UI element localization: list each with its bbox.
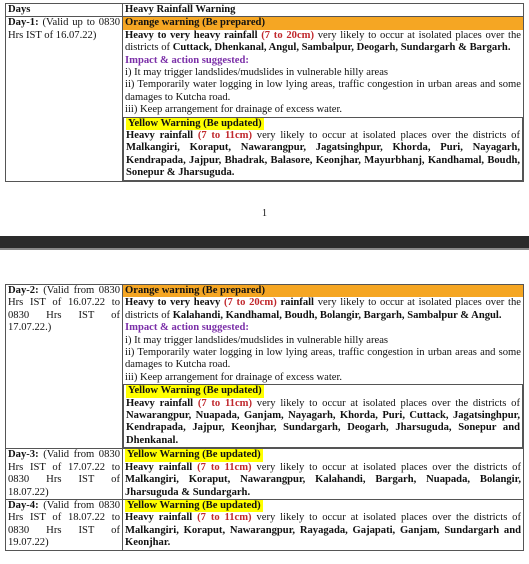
day1-yellow-districts: Malkangiri, Koraput, Nawarangpur, Jagatsinghpur, Khorda, Puri, Nayagarh, Kendrapada, Jajpur, Bhadrak, Balasore, Keonjhar, Mayurbhanj, Kandhamal, Boudh, Sonepur & Jharsuguda. [126, 142, 520, 179]
day1-label: Day-1: [8, 17, 39, 29]
day2-label: Day-2: [8, 285, 39, 296]
day3-yellow-rest: very likely to occur at isolated places over the districts of [256, 461, 522, 473]
day4-period: (Valid from 0830 Hrs IST of 18.07.22 to 0830 Hrs IST of 19.07.22) [8, 499, 120, 549]
day3-label-cell [6, 449, 123, 500]
day2-orange-districts: Kalahandi, Kandhamal, Boudh, Bolangir, Bargarh, Sambalpur & Angul. [172, 309, 502, 321]
day2-warning-cell [123, 285, 524, 449]
day3-yellow-lead: Heavy rainfall [125, 461, 193, 473]
day4-label-cell [6, 499, 123, 550]
day1-orange-amount: (7 to 20cm) [261, 29, 314, 41]
day1-label-cell [6, 17, 123, 181]
day2-impact-title: Impact & action suggested: [125, 322, 249, 334]
day1-yellow-block [123, 117, 523, 181]
day3-yellow-districts: Malkangiri, Koraput, Nawarangpur, Kalahandi, Bargarh, Nuapada, Bolangir, Jharsuguda & Sundargarh. [125, 474, 521, 498]
day2-yellow-districts: Nawarangpur, Nuapada, Ganjam, Nayagarh, Khorda, Puri, Cuttack, Jagatsinghpur, Kendrapada, Jajpur, Keonjhar, Sundargarh, Deogarh, Jharsuguda, Sonepur and Dhenkanal. [126, 410, 520, 446]
warning-table-page1 [5, 3, 524, 182]
day1-yellow-lead: Heavy rainfall [126, 130, 194, 142]
day1-yellow-text [126, 130, 520, 180]
day2-orange-banner: Orange warning (Be prepared) [123, 285, 523, 297]
day1-period: (Valid up to 0830 Hrs IST of 16.07.22) [8, 17, 120, 41]
day1-orange-rest: very likely to occur at isolated places over the districts of [125, 29, 521, 54]
day1-yellow-banner: Yellow Warning (Be updated) [128, 117, 262, 129]
day4-yellow-districts: Malkangiri, Koraput, Nawarangpur, Rayagada, Gajapati, Ganjam, Sundargarh and Keonjhar. [125, 524, 521, 549]
day1-orange-lead: Heavy to very heavy rainfall [125, 29, 258, 41]
day1-row [6, 17, 524, 181]
day3-yellow-amount: (7 to 11cm) [197, 461, 252, 473]
day2-orange-text [125, 297, 521, 322]
day1-orange-text [125, 30, 521, 55]
day2-orange-rest: very likely to occur at isolated places over the districts of [125, 297, 521, 321]
day3-yellow-text [125, 462, 521, 499]
day2-label-cell [6, 285, 123, 449]
day2-impact-1: i) It may trigger landslides/mudslides in vulnerable hilly areas [125, 334, 389, 346]
day4-row [6, 499, 524, 550]
day1-warning-cell [123, 17, 524, 181]
day3-yellow-banner: Yellow Warning (Be updated) [127, 449, 261, 461]
day3-warning-cell [123, 449, 524, 500]
day2-yellow-text [126, 398, 520, 448]
day1-orange-districts: Cuttack, Dhenkanal, Angul, Sambalpur, Deogarh, Sundargarh & Bargarh. [172, 42, 511, 54]
day2-orange-amount: (7 to 20cm) [224, 297, 277, 309]
day2-orange-lead: Heavy to very heavy [125, 297, 221, 309]
header-warning: Heavy Rainfall Warning [123, 4, 524, 17]
day3-label: Day-3: [8, 449, 39, 461]
day2-yellow-banner: Yellow Warning (Be updated) [128, 385, 262, 397]
table-header-row [6, 4, 524, 17]
page-gap [0, 250, 529, 275]
day2-yellow-amount: (7 to 11cm) [197, 397, 253, 409]
warning-table-page2 [5, 284, 524, 551]
day2-yellow-rest: very likely to occur at isolated places over the districts of [256, 397, 520, 409]
day4-label: Day-4: [8, 499, 39, 511]
day2-row [6, 285, 524, 449]
day1-impact-2: ii) Temporarily water logging in low lying areas, traffic congestion in urban areas and some damages to Kutcha road. [125, 79, 521, 103]
page-separator [0, 236, 529, 250]
day4-warning-cell [123, 499, 524, 550]
day4-yellow-banner: Yellow Warning (Be updated) [127, 499, 261, 511]
day2-period: (Valid from 0830 Hrs IST of 16.07.22 to 0830 Hrs IST of 17.07.22.) [8, 285, 120, 334]
day2-impact-3: iii) Keep arrangement for drainage of excess water. [125, 371, 343, 383]
day4-yellow-text [125, 512, 521, 549]
day1-impact-title: Impact & action suggested: [125, 54, 249, 66]
day1-impact-1: i) It may trigger landslides/mudslides in vulnerable hilly areas [125, 67, 389, 79]
day1-yellow-amount: (7 to 11cm) [197, 130, 253, 142]
day3-row [6, 449, 524, 500]
day2-yellow-lead: Heavy rainfall [126, 397, 194, 409]
header-days: Days [6, 4, 123, 17]
day1-orange-banner: Orange warning (Be prepared) [123, 17, 523, 29]
day3-period: (Valid from 0830 Hrs IST of 17.07.22 to 0830 Hrs IST of 18.07.22) [8, 449, 120, 498]
day1-impact-3: iii) Keep arrangement for drainage of excess water. [125, 104, 343, 116]
day2-orange-lead2: rainfall [280, 297, 314, 309]
day1-yellow-rest: very likely to occur at isolated places over the districts of [256, 130, 520, 142]
day2-impact-2: ii) Temporarily water logging in low lying areas, traffic congestion in urban areas and some damages to Kutcha road. [125, 347, 521, 371]
page-number: 1 [262, 208, 267, 219]
day4-yellow-rest: very likely to occur at isolated places over the districts of [256, 512, 522, 524]
day4-yellow-amount: (7 to 11cm) [197, 512, 252, 524]
day4-yellow-lead: Heavy rainfall [125, 512, 193, 524]
day2-yellow-block [123, 384, 523, 448]
